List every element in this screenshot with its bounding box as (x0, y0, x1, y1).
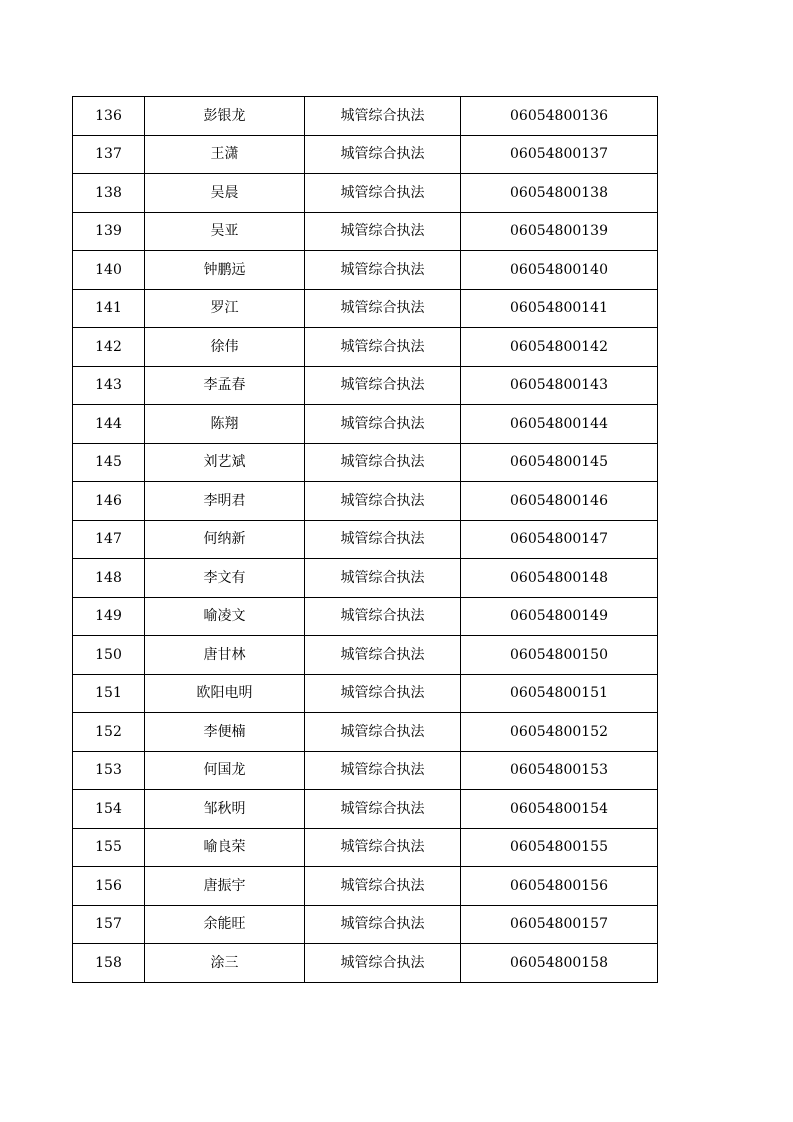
name-cell: 唐甘林 (145, 636, 305, 675)
id-number-cell: 06054800139 (461, 212, 658, 251)
id-number-cell: 06054800157 (461, 905, 658, 944)
row-number-cell: 154 (73, 790, 145, 829)
table-row (73, 944, 658, 983)
table-row (73, 135, 658, 174)
table-row (73, 520, 658, 559)
row-number-cell: 142 (73, 328, 145, 367)
roster-table-body (73, 97, 658, 983)
department-cell: 城管综合执法 (305, 289, 461, 328)
name-cell: 吴亚 (145, 212, 305, 251)
department-cell: 城管综合执法 (305, 443, 461, 482)
row-number-cell: 139 (73, 212, 145, 251)
row-number-cell: 136 (73, 97, 145, 136)
name-cell: 欧阳电明 (145, 674, 305, 713)
table-row (73, 674, 658, 713)
table-row (73, 251, 658, 290)
id-number-cell: 06054800156 (461, 867, 658, 906)
department-cell: 城管综合执法 (305, 597, 461, 636)
id-number-cell: 06054800149 (461, 597, 658, 636)
department-cell: 城管综合执法 (305, 713, 461, 752)
table-row (73, 328, 658, 367)
department-cell: 城管综合执法 (305, 366, 461, 405)
row-number-cell: 148 (73, 559, 145, 598)
table-row (73, 443, 658, 482)
row-number-cell: 151 (73, 674, 145, 713)
department-cell: 城管综合执法 (305, 328, 461, 367)
name-cell: 唐振宇 (145, 867, 305, 906)
table-row (73, 828, 658, 867)
row-number-cell: 141 (73, 289, 145, 328)
name-cell: 李明君 (145, 482, 305, 521)
department-cell: 城管综合执法 (305, 674, 461, 713)
row-number-cell: 143 (73, 366, 145, 405)
id-number-cell: 06054800144 (461, 405, 658, 444)
department-cell: 城管综合执法 (305, 97, 461, 136)
name-cell: 喻良荣 (145, 828, 305, 867)
name-cell: 涂三 (145, 944, 305, 983)
row-number-cell: 155 (73, 828, 145, 867)
name-cell: 李孟春 (145, 366, 305, 405)
row-number-cell: 157 (73, 905, 145, 944)
name-cell: 徐伟 (145, 328, 305, 367)
table-row (73, 636, 658, 675)
table-row (73, 713, 658, 752)
id-number-cell: 06054800154 (461, 790, 658, 829)
name-cell: 李便楠 (145, 713, 305, 752)
id-number-cell: 06054800158 (461, 944, 658, 983)
table-row (73, 174, 658, 213)
department-cell: 城管综合执法 (305, 405, 461, 444)
row-number-cell: 147 (73, 520, 145, 559)
name-cell: 李文有 (145, 559, 305, 598)
department-cell: 城管综合执法 (305, 520, 461, 559)
table-row (73, 97, 658, 136)
id-number-cell: 06054800141 (461, 289, 658, 328)
department-cell: 城管综合执法 (305, 251, 461, 290)
row-number-cell: 152 (73, 713, 145, 752)
table-row (73, 482, 658, 521)
table-row (73, 289, 658, 328)
department-cell: 城管综合执法 (305, 905, 461, 944)
row-number-cell: 137 (73, 135, 145, 174)
table-row (73, 751, 658, 790)
name-cell: 钟鹏远 (145, 251, 305, 290)
id-number-cell: 06054800145 (461, 443, 658, 482)
row-number-cell: 140 (73, 251, 145, 290)
row-number-cell: 153 (73, 751, 145, 790)
name-cell: 彭银龙 (145, 97, 305, 136)
id-number-cell: 06054800151 (461, 674, 658, 713)
name-cell: 何国龙 (145, 751, 305, 790)
department-cell: 城管综合执法 (305, 212, 461, 251)
department-cell: 城管综合执法 (305, 790, 461, 829)
name-cell: 邹秋明 (145, 790, 305, 829)
department-cell: 城管综合执法 (305, 751, 461, 790)
id-number-cell: 06054800143 (461, 366, 658, 405)
department-cell: 城管综合执法 (305, 636, 461, 675)
name-cell: 罗江 (145, 289, 305, 328)
table-row (73, 790, 658, 829)
table-row (73, 597, 658, 636)
department-cell: 城管综合执法 (305, 559, 461, 598)
id-number-cell: 06054800140 (461, 251, 658, 290)
id-number-cell: 06054800153 (461, 751, 658, 790)
row-number-cell: 150 (73, 636, 145, 675)
department-cell: 城管综合执法 (305, 828, 461, 867)
id-number-cell: 06054800142 (461, 328, 658, 367)
roster-table (72, 96, 658, 983)
table-row (73, 212, 658, 251)
table-row (73, 905, 658, 944)
row-number-cell: 156 (73, 867, 145, 906)
department-cell: 城管综合执法 (305, 867, 461, 906)
table-row (73, 559, 658, 598)
row-number-cell: 138 (73, 174, 145, 213)
name-cell: 吴晨 (145, 174, 305, 213)
id-number-cell: 06054800138 (461, 174, 658, 213)
name-cell: 刘艺斌 (145, 443, 305, 482)
id-number-cell: 06054800137 (461, 135, 658, 174)
name-cell: 陈翔 (145, 405, 305, 444)
table-row (73, 366, 658, 405)
row-number-cell: 158 (73, 944, 145, 983)
id-number-cell: 06054800148 (461, 559, 658, 598)
name-cell: 何纳新 (145, 520, 305, 559)
department-cell: 城管综合执法 (305, 174, 461, 213)
id-number-cell: 06054800146 (461, 482, 658, 521)
id-number-cell: 06054800147 (461, 520, 658, 559)
name-cell: 王潇 (145, 135, 305, 174)
department-cell: 城管综合执法 (305, 135, 461, 174)
row-number-cell: 149 (73, 597, 145, 636)
id-number-cell: 06054800155 (461, 828, 658, 867)
department-cell: 城管综合执法 (305, 482, 461, 521)
name-cell: 喻凌文 (145, 597, 305, 636)
table-row (73, 867, 658, 906)
row-number-cell: 146 (73, 482, 145, 521)
row-number-cell: 145 (73, 443, 145, 482)
department-cell: 城管综合执法 (305, 944, 461, 983)
name-cell: 余能旺 (145, 905, 305, 944)
id-number-cell: 06054800136 (461, 97, 658, 136)
id-number-cell: 06054800150 (461, 636, 658, 675)
id-number-cell: 06054800152 (461, 713, 658, 752)
table-row (73, 405, 658, 444)
row-number-cell: 144 (73, 405, 145, 444)
